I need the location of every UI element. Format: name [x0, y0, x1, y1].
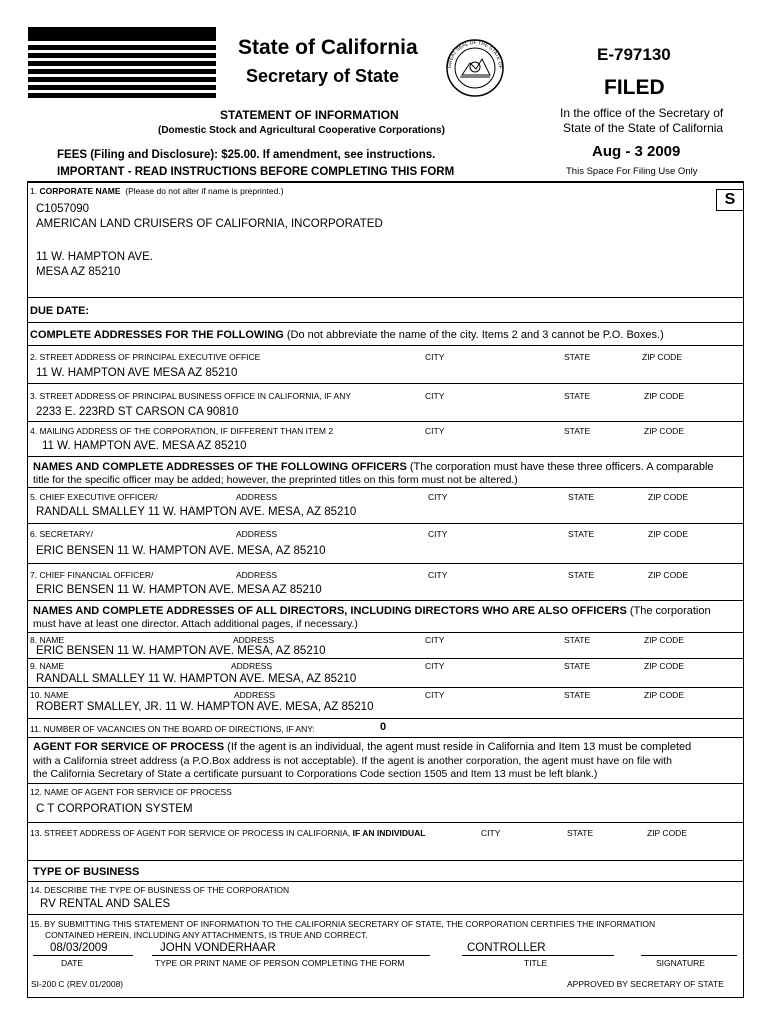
- state-seal-icon: [440, 37, 510, 104]
- form-left-border: [27, 181, 28, 998]
- divider: [27, 456, 744, 457]
- item7-state-label: STATE: [568, 570, 595, 580]
- divider: [27, 297, 744, 298]
- name-label: TYPE OR PRINT NAME OF PERSON COMPLETING THE FORM: [155, 958, 405, 968]
- item7-zip-label: ZIP CODE: [648, 570, 688, 580]
- officers-note: title for the specific officer may be added; however, the preprinted titles on this form must not be altered.): [33, 474, 518, 486]
- item9-zip-label: ZIP CODE: [644, 661, 684, 671]
- filed-stamp: FILED: [604, 76, 665, 99]
- divider: [27, 881, 744, 882]
- form-subtitle: (Domestic Stock and Agricultural Cooperative Corporations): [158, 125, 445, 136]
- item5-state-label: STATE: [568, 492, 595, 502]
- agent-note-3: the California Secretary of State a certificate pursuant to Corporations Code section 1505 and Item 13 must be left blank.): [33, 768, 598, 780]
- item6-value: ERIC BENSEN 11 W. HAMPTON AVE. MESA, AZ 85210: [36, 545, 326, 557]
- form-type-letter: S: [724, 191, 736, 208]
- item4-value: 11 W. HAMPTON AVE. MESA AZ 85210: [42, 440, 247, 452]
- corp-address-line2: MESA AZ 85210: [36, 266, 121, 278]
- divider: [27, 632, 744, 633]
- item15-label-2: CONTAINED HEREIN, INCLUDING ANY ATTACHMENTS, IS TRUE AND CORRECT.: [45, 930, 368, 940]
- item6-state-label: STATE: [568, 529, 595, 539]
- divider: [27, 322, 744, 323]
- title-line: [462, 955, 614, 956]
- item12-label: 12. NAME OF AGENT FOR SERVICE OF PROCESS: [30, 787, 232, 797]
- item5-value: RANDALL SMALLEY 11 W. HAMPTON AVE. MESA, AZ 85210: [36, 506, 357, 518]
- item3-zip-label: ZIP CODE: [644, 391, 684, 401]
- item13-label: 13. STREET ADDRESS OF AGENT FOR SERVICE OF PROCESS IN CALIFORNIA, IF AN INDIVIDUAL: [30, 828, 426, 838]
- date-label: DATE: [61, 958, 84, 968]
- divider: [27, 914, 744, 915]
- item5-address-label: ADDRESS: [236, 492, 278, 502]
- cert-name: JOHN VONDERHAAR: [160, 942, 276, 954]
- office-title: Secretary of State: [246, 66, 400, 86]
- item10-label: 10. NAME: [30, 690, 69, 700]
- item2-label: 2. STREET ADDRESS OF PRINCIPAL EXECUTIVE OFFICE: [30, 352, 261, 362]
- item6-address-label: ADDRESS: [236, 529, 278, 539]
- item9-label: 9. NAME: [30, 661, 65, 671]
- item9-value: RANDALL SMALLEY 11 W. HAMPTON AVE. MESA, AZ 85210: [36, 673, 357, 685]
- divider: [27, 718, 744, 719]
- item5-label: 5. CHIEF EXECUTIVE OFFICER/: [30, 492, 158, 502]
- filing-use-note: This Space For Filing Use Only: [566, 166, 698, 177]
- item14-label: 14. DESCRIBE THE TYPE OF BUSINESS OF THE CORPORATION: [30, 885, 290, 895]
- item4-label: 4. MAILING ADDRESS OF THE CORPORATION, IF DIFFERENT THAN ITEM 2: [30, 426, 334, 436]
- item6-label: 6. SECRETARY/: [30, 529, 93, 539]
- item5-zip-label: ZIP CODE: [648, 492, 688, 502]
- officers-heading: NAMES AND COMPLETE ADDRESSES OF THE FOLLOWING OFFICERS (The corporation must have these three officers. A comparable: [33, 461, 714, 473]
- divider: [27, 487, 744, 488]
- cert-title: CONTROLLER: [467, 942, 546, 954]
- form-title: STATEMENT OF INFORMATION: [220, 108, 399, 122]
- divider: [27, 783, 744, 784]
- business-heading: TYPE OF BUSINESS: [33, 866, 140, 878]
- signature-line[interactable]: [641, 955, 737, 956]
- corp-name: AMERICAN LAND CRUISERS OF CALIFORNIA, INCORPORATED: [36, 218, 383, 230]
- item8-state-label: STATE: [564, 635, 591, 645]
- due-date-label: DUE DATE:: [30, 305, 90, 317]
- item11-label: 11. NUMBER OF VACANCIES ON THE BOARD OF DIRECTIONS, IF ANY:: [30, 724, 315, 734]
- fees-line: FEES (Filing and Disclosure): $25.00. If amendment, see instructions.: [57, 149, 436, 161]
- approved-note: APPROVED BY SECRETARY OF STATE: [567, 979, 724, 989]
- cert-date: 08/03/2009: [50, 942, 108, 954]
- state-title: State of California: [238, 36, 418, 59]
- divider: [27, 345, 744, 346]
- item2-value: 11 W. HAMPTON AVE MESA AZ 85210: [36, 367, 238, 379]
- directors-note: must have at least one director. Attach additional pages, if necessary.): [33, 618, 358, 630]
- divider: [27, 860, 744, 861]
- item8-value: ERIC BENSEN 11 W. HAMPTON AVE. MESA, AZ 85210: [36, 645, 326, 657]
- item13-zip-label: ZIP CODE: [647, 828, 687, 838]
- directors-heading: NAMES AND COMPLETE ADDRESSES OF ALL DIRECTORS, INCLUDING DIRECTORS WHO ARE ALSO OFFICERS (The corporation: [33, 605, 711, 617]
- corp-address-line1: 11 W. HAMPTON AVE.: [36, 251, 153, 263]
- filed-note-1: In the office of the Secretary of: [560, 106, 724, 120]
- item3-value: 2233 E. 223RD ST CARSON CA 90810: [36, 406, 239, 418]
- filed-note-2: State of the State of California: [563, 121, 724, 135]
- divider: [27, 523, 744, 524]
- item7-value: ERIC BENSEN 11 W. HAMPTON AVE. MESA AZ 85210: [36, 584, 322, 596]
- item13-state-label: STATE: [567, 828, 594, 838]
- item11-value: 0: [380, 721, 387, 733]
- item6-city-label: CITY: [428, 529, 448, 539]
- divider: [27, 737, 744, 738]
- form-type-box: [716, 189, 744, 211]
- item9-state-label: STATE: [564, 661, 591, 671]
- item10-city-label: CITY: [425, 690, 445, 700]
- corp-name-label: 1. CORPORATE NAME (Please do not alter if name is preprinted.): [30, 186, 284, 196]
- item8-city-label: CITY: [425, 635, 445, 645]
- form-top-border: [27, 181, 744, 183]
- item13-city-label: CITY: [481, 828, 501, 838]
- filed-date: Aug - 3 2009: [592, 143, 681, 160]
- item3-label: 3. STREET ADDRESS OF PRINCIPAL BUSINESS OFFICE IN CALIFORNIA, IF ANY: [30, 391, 352, 401]
- item3-state-label: STATE: [564, 391, 591, 401]
- item2-city-label: CITY: [425, 352, 445, 362]
- item8-label: 8. NAME: [30, 635, 65, 645]
- item8-zip-label: ZIP CODE: [644, 635, 684, 645]
- divider: [27, 600, 744, 601]
- item10-value: ROBERT SMALLEY, JR. 11 W. HAMPTON AVE. MESA, AZ 85210: [36, 701, 374, 713]
- item6-zip-label: ZIP CODE: [648, 529, 688, 539]
- item7-address-label: ADDRESS: [236, 570, 278, 580]
- item15-label: 15. BY SUBMITTING THIS STATEMENT OF INFORMATION TO THE CALIFORNIA SECRETARY OF STATE, THE CORPORATION CERTIFIES THE INFORMATION: [30, 919, 656, 929]
- item10-address-label: ADDRESS: [234, 690, 276, 700]
- addresses-heading: COMPLETE ADDRESSES FOR THE FOLLOWING (Do not abbreviate the name of the city. Items 2 and 3 cannot be P.O. Boxes.): [30, 329, 664, 341]
- item4-city-label: CITY: [425, 426, 445, 436]
- item10-state-label: STATE: [564, 690, 591, 700]
- form-bottom-border: [27, 997, 744, 998]
- divider: [27, 658, 744, 659]
- title-label: TITLE: [524, 958, 548, 968]
- item8-address-label: ADDRESS: [233, 635, 275, 645]
- form-id: SI-200 C (REV 01/2008): [31, 979, 124, 989]
- item9-city-label: CITY: [425, 661, 445, 671]
- item10-zip-label: ZIP CODE: [644, 690, 684, 700]
- seal-text: GREAT SEAL OF THE STATE OF: [446, 39, 504, 69]
- name-line: [152, 955, 430, 956]
- agent-note-2: with a California street address (a P.O.Box address is not acceptable). If the agent is another corporation, the agent must have on file with: [33, 755, 672, 767]
- divider: [27, 822, 744, 823]
- item9-address-label: ADDRESS: [231, 661, 273, 671]
- divider: [27, 563, 744, 564]
- divider: [27, 687, 744, 688]
- signature-label: SIGNATURE: [656, 958, 705, 968]
- item7-city-label: CITY: [428, 570, 448, 580]
- item2-zip-label: ZIP CODE: [642, 352, 682, 362]
- date-line: [33, 955, 133, 956]
- item7-label: 7. CHIEF FINANCIAL OFFICER/: [30, 570, 154, 580]
- form-right-border: [743, 181, 744, 998]
- item5-city-label: CITY: [428, 492, 448, 502]
- corp-number: C1057090: [36, 203, 90, 215]
- important-line: IMPORTANT - READ INSTRUCTIONS BEFORE COMPLETING THIS FORM: [57, 166, 455, 178]
- divider: [27, 383, 744, 384]
- item3-city-label: CITY: [425, 391, 445, 401]
- divider: [27, 421, 744, 422]
- item2-state-label: STATE: [564, 352, 591, 362]
- item4-zip-label: ZIP CODE: [644, 426, 684, 436]
- item4-state-label: STATE: [564, 426, 591, 436]
- agent-heading: AGENT FOR SERVICE OF PROCESS (If the agent is an individual, the agent must reside in California and Item 13 must be completed: [33, 741, 692, 753]
- item12-value: C T CORPORATION SYSTEM: [36, 803, 193, 815]
- file-number: E-797130: [597, 45, 671, 64]
- item14-value: RV RENTAL AND SALES: [40, 898, 171, 910]
